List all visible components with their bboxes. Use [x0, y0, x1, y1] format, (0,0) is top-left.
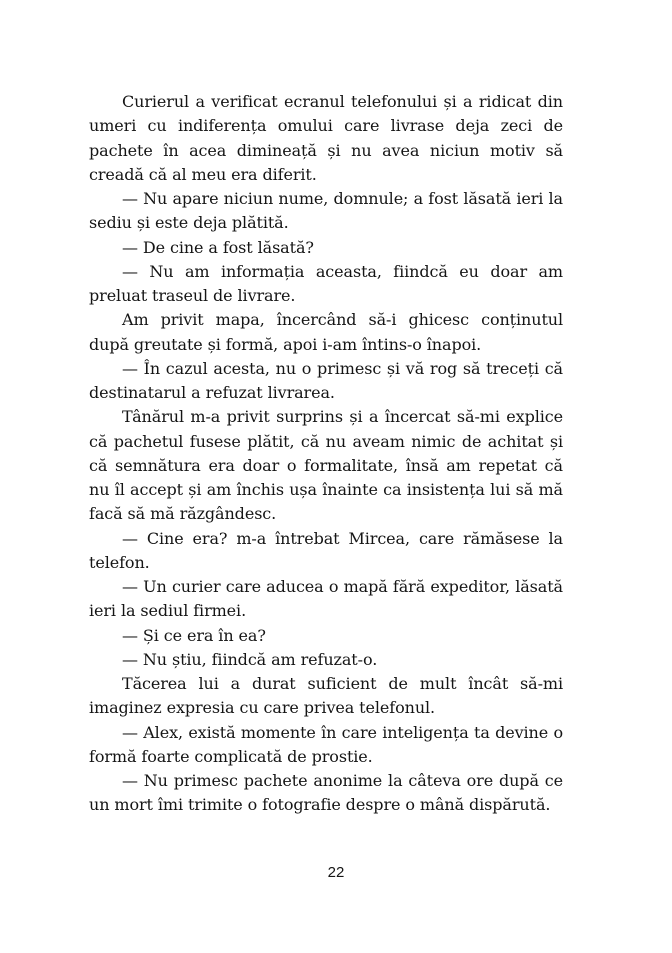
dialogue-line: — Nu știu, fiindcă am refuzat-o.	[122, 649, 378, 669]
paragraph: Am privit mapa, încercând să-i ghicesc conținutul după greutate și formă, apoi i-am întins-o înapoi.	[89, 310, 563, 354]
dialogue-line: — Nu apare niciun nume, domnule; a fost lăsată ieri la sediu și este deja plătită.	[89, 189, 563, 233]
dialogue-line: — Alex, există momente în care inteligența ta devine o formă foarte complicată de prostie.	[89, 722, 563, 766]
paragraph: Tăcerea lui a durat suficient de mult încât să-mi imaginez expresia cu care privea telefonul.	[89, 674, 563, 718]
dialogue-line: — Un curier care aducea o mapă fără expeditor, lăsată ieri la sediul firmei.	[89, 577, 563, 621]
dialogue-line: — Cine era? m-a întrebat Mircea, care rămăsese la telefon.	[89, 528, 563, 572]
paragraph: Tânărul m-a privit surprins și a încercat să-mi explice că pachetul fusese plătit, că nu aveam nimic de achitat și că semnătura era doar o formalitate, însă am repetat că nu îl accept și am închis ușa înainte ca insistența lui să mă facă să mă răzgândesc.	[89, 407, 563, 524]
dialogue-line: — Și ce era în ea?	[122, 625, 266, 645]
page-number: 22	[327, 864, 345, 881]
dialogue-line: — În cazul acesta, nu o primesc și vă rog să treceți că destinatarul a refuzat livrarea.	[89, 358, 563, 402]
body-text	[89, 90, 563, 818]
dialogue-line: — De cine a fost lăsată?	[122, 237, 314, 257]
dialogue-line: — Nu am informația aceasta, fiindcă eu doar am preluat traseul de livrare.	[89, 261, 563, 305]
dialogue-line: — Nu primesc pachete anonime la câteva ore după ce un mort îmi trimite o fotografie despre o mână dispărută.	[89, 771, 563, 815]
paragraph: Curierul a verificat ecranul telefonului și a ridicat din umeri cu indiferența omului care livrase deja zeci de pachete în acea dimineață și nu avea niciun motiv să creadă că al meu era diferit.	[89, 92, 563, 184]
